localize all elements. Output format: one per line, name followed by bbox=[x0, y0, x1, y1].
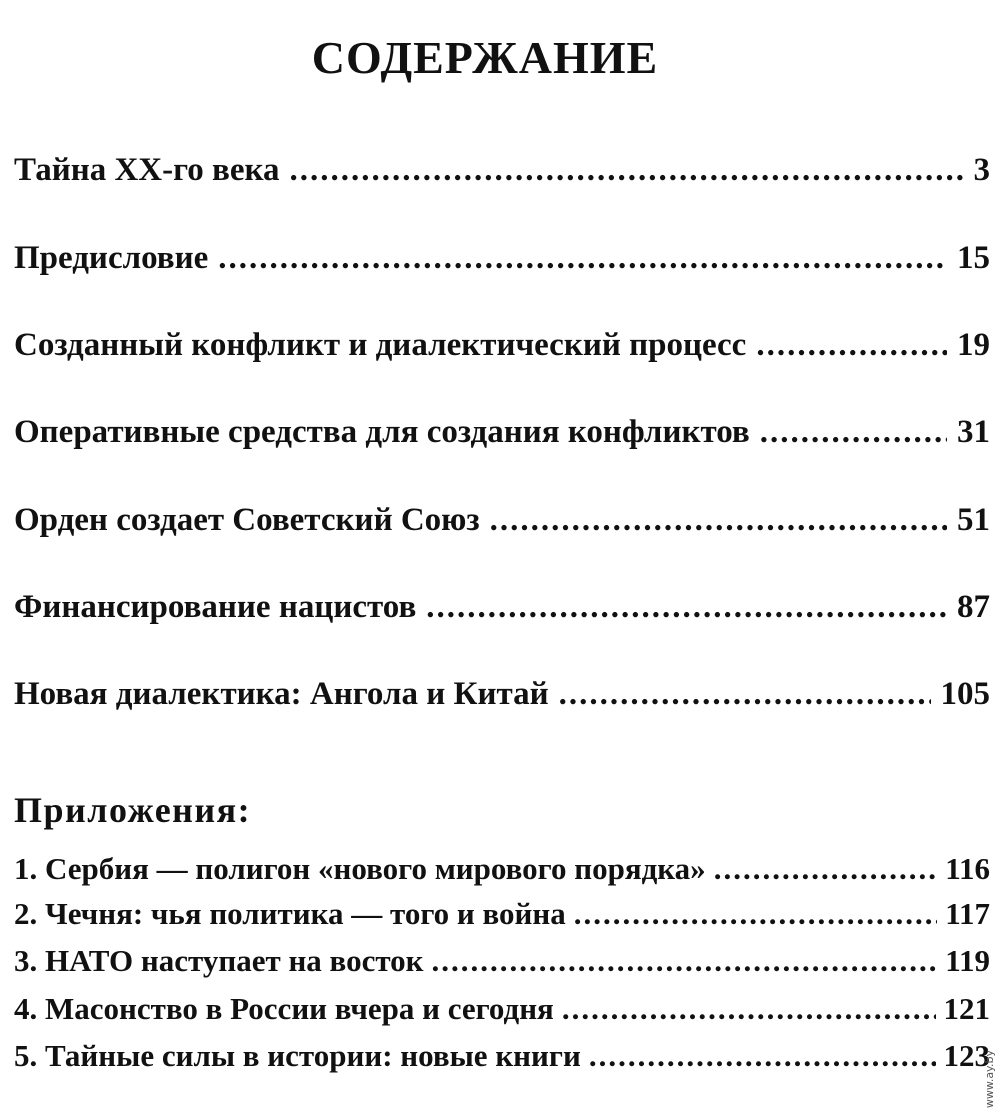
appendix-entry bbox=[14, 990, 990, 1028]
appendix-entry-title: 4. Масонство в России вчера и сегодня bbox=[14, 991, 554, 1026]
toc-entry bbox=[14, 325, 990, 365]
dot-leader bbox=[562, 990, 936, 1028]
toc-entry-page: 3 bbox=[973, 152, 990, 188]
appendix-entry-title: 3. НАТО наступает на восток bbox=[14, 943, 424, 978]
watermark: www.ay.by bbox=[983, 1050, 996, 1108]
dot-leader bbox=[490, 500, 947, 540]
dot-leader bbox=[559, 674, 931, 714]
appendix-entry-page: 116 bbox=[945, 851, 990, 886]
dot-leader bbox=[714, 850, 938, 888]
toc-entry-title: Созданный конфликт и диалектический процесс bbox=[14, 327, 747, 363]
toc-entry bbox=[14, 412, 990, 452]
toc-entry-page: 19 bbox=[957, 327, 990, 363]
dot-leader bbox=[426, 587, 947, 627]
toc-entry-title: Предисловие bbox=[14, 240, 209, 276]
toc-entry bbox=[14, 674, 990, 714]
dot-leader bbox=[760, 412, 947, 452]
appendix-entry bbox=[14, 1037, 990, 1075]
toc-entry-page: 87 bbox=[957, 589, 990, 625]
toc-entry-page: 31 bbox=[957, 414, 990, 450]
appendix-entry bbox=[14, 850, 990, 888]
toc-entry bbox=[14, 500, 990, 540]
toc-entry bbox=[14, 238, 990, 278]
dot-leader bbox=[218, 238, 947, 278]
appendix-entry-title: 1. Сербия — полигон «нового мирового порядка» bbox=[14, 851, 706, 886]
dot-leader bbox=[589, 1037, 936, 1075]
appendix-entry-title: 5. Тайные силы в истории: новые книги bbox=[14, 1038, 581, 1073]
dot-leader bbox=[432, 942, 938, 980]
dot-leader bbox=[756, 325, 947, 365]
toc-entry-title: Тайна XX-го века bbox=[14, 152, 280, 188]
toc-entry bbox=[14, 150, 990, 190]
appendix-entry-page: 121 bbox=[943, 991, 990, 1026]
toc-entry-title: Финансирование нацистов bbox=[14, 589, 417, 625]
toc-entry-title: Орден создает Советский Союз bbox=[14, 502, 480, 538]
page-title: СОДЕРЖАНИЕ bbox=[311, 32, 659, 83]
appendix-entry-title: 2. Чечня: чья политика — того и война bbox=[14, 896, 566, 931]
appendix-entry bbox=[14, 942, 990, 980]
appendix-entry-page: 119 bbox=[945, 943, 990, 978]
dot-leader bbox=[574, 895, 937, 933]
appendix-entry-page: 117 bbox=[945, 896, 990, 931]
toc-entry-page: 105 bbox=[940, 676, 990, 712]
appendix-entry bbox=[14, 895, 990, 933]
toc-entry bbox=[14, 587, 990, 627]
appendices-heading: Приложения: bbox=[14, 790, 252, 830]
toc-entry-page: 51 bbox=[957, 502, 990, 538]
toc-entry-title: Новая диалектика: Ангола и Китай bbox=[14, 676, 549, 712]
toc-entry-page: 15 bbox=[957, 240, 990, 276]
dot-leader bbox=[290, 150, 964, 190]
toc-entry-title: Оперативные средства для создания конфликтов bbox=[14, 414, 750, 450]
appendix-entry-page: 123 bbox=[943, 1038, 990, 1073]
